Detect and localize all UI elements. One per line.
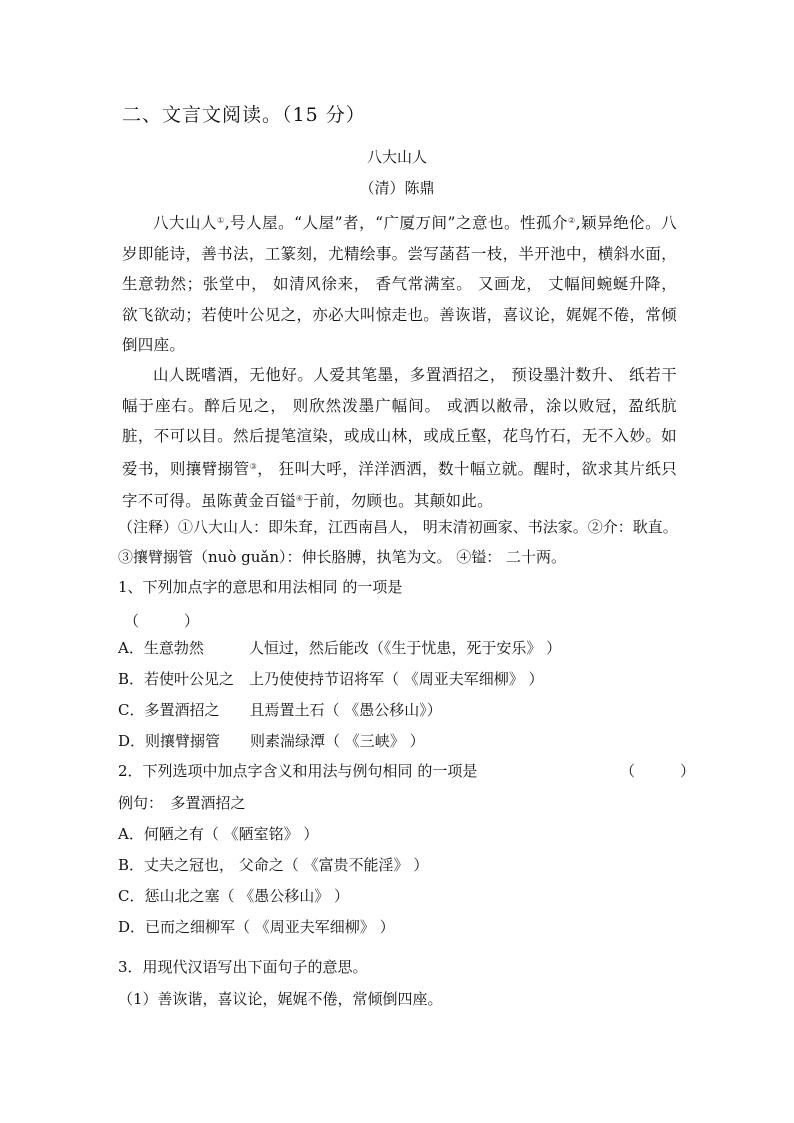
question-1-option-c: C．多置酒招之 且焉置土石（ 《愚公移山》） [118, 701, 442, 719]
footnote-marker-1: ① [217, 216, 225, 225]
footnote-marker-2: ② [568, 216, 576, 225]
footnote-marker-3: ③ [249, 461, 258, 471]
question-3-stem: 3．用现代汉语写出下面句子的意思。 [118, 958, 368, 976]
p1-text-a: 八大山人 [153, 214, 218, 232]
question-2-option-a: A．何陋之有（ 《陋室铭》 ） [118, 825, 319, 843]
passage-paragraph-1 [122, 206, 677, 361]
question-3-sub-1: （1）善诙谐，喜议论，娓娓不倦，常倾倒四座。 [118, 990, 443, 1008]
footnote-marker-4: ④ [295, 494, 304, 503]
question-2-example: 例句： 多置酒招之 [118, 794, 246, 812]
question-1-stem: 1、下列加点字的意思和用法相同 的一项是 [118, 578, 403, 596]
passage-paragraph-2 [122, 360, 677, 517]
section-title: 二、文言文阅读。（15 分） [122, 104, 366, 126]
question-2-answer-paren: （ ） [620, 762, 696, 780]
question-1-option-b: B．若使叶公见之 上乃使使持节诏将军（ 《周亚夫军细柳》 ） [118, 670, 544, 688]
question-2-option-b: B．丈夫之冠也， 父命之（ 《富贵不能淫》 ） [118, 856, 429, 874]
question-2-option-d: D．已而之细柳军（ 《周亚夫军细柳》 ） [118, 918, 395, 936]
question-1-option-a: A．生意勃然 人恒过，然后能改（《生于忧患，死于安乐》 ） [118, 639, 562, 657]
question-2-option-c: C．惩山北之塞（ 《愚公移山》 ） [118, 887, 350, 905]
question-1-option-d: D．则攘臂搦管 则素湍绿潭（ 《三峡》 ） [118, 732, 425, 750]
question-2-stem: 2．下列选项中加点字含义和用法与例句相同 的一项是 [118, 762, 478, 780]
p2-text-b: ， 狂叫大呼，洋洋洒洒，数十幅立就。醒时，欲求其片纸只字不可得。虽陈黄金百镒 [122, 459, 677, 510]
p1-text-c: ,颖异绝伦。八岁即能诗，善书法，工篆刻，尤精绘事。尝写菡萏一枝，半开池中，横斜水面， 生意勃然；张堂中， 如清风徐来， 香气常满室。 又画龙， 丈幅间蜿蜒升降，欲飞欲动；若使叶公见之，亦必大叫惊走也。善诙谐，喜议论，娓娓不倦，常倾倒四座。 [122, 214, 677, 354]
p1-text-b: ,号人屋。“人屋”者，“广厦万间”之意也。性孤介 [224, 214, 569, 232]
annotations: （注释）①八大山人：即朱耷，江西南昌人， 明末清初画家、书法家。②介：耿直。③攘臂搦管（nuò guǎn）：伸长胳膊，执笔为文。 ④镒： 二十两。 [118, 518, 678, 566]
p2-text-a: 山人既嗜酒，无他好。人爱其笔墨，多置酒招之， 预设墨汁数升、 纸若干幅于座右。醉后见之， 则欣然泼墨广幅间。 或洒以敝帚，涂以败冠，盈纸肮脏，不可以目。然后提笔渲染，或成山林，或成丘壑，花鸟竹石，无不入妙。如爱书，则攘臂搦管 [122, 366, 677, 478]
question-1-answer-paren: （ ） [124, 612, 200, 630]
passage-title: 八大山人 [366, 148, 427, 166]
p2-text-c: 于前，勿顾也。其颠如此。 [303, 492, 493, 510]
passage-author: （清）陈鼎 [359, 179, 435, 197]
